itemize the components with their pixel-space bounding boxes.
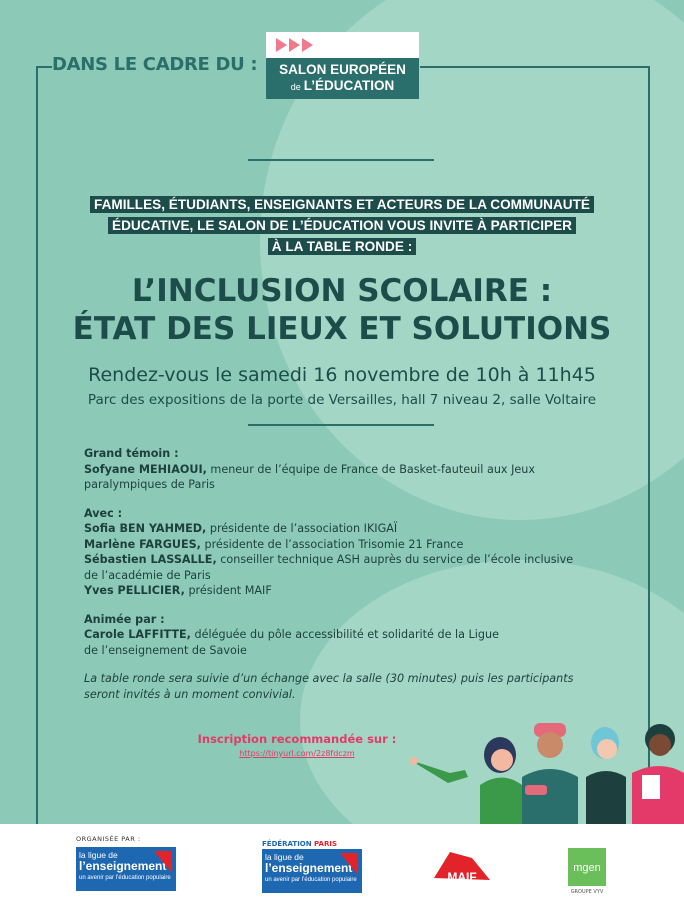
- speaker-entry: [84, 521, 604, 537]
- speaker-name: Yves PELLICIER,: [84, 584, 185, 597]
- flag-icon: [154, 851, 172, 873]
- federation-city: PARIS: [314, 840, 337, 848]
- ligue-logo: [76, 847, 176, 891]
- host-entry: [84, 627, 604, 643]
- ligue-text: un avenir par l’éducation populaire: [79, 875, 171, 881]
- maif-text: MAIF: [447, 870, 477, 884]
- registration-label: Inscription recommandée sur :: [197, 732, 397, 746]
- divider: [248, 424, 434, 426]
- speaker-entry: [84, 583, 604, 599]
- speaker-role: conseiller technique ASH auprès du service de l’école inclusive: [216, 553, 574, 566]
- mgen-text: mgen: [573, 862, 601, 874]
- intro-text: [0, 194, 684, 257]
- event-location: Parc des expositions de la porte de Versailles, hall 7 niveau 2, salle Voltaire: [87, 392, 597, 408]
- salon-name-small: de: [290, 82, 301, 92]
- host-role-cont: de l’enseignement de Savoie: [84, 643, 247, 657]
- speaker-entry: [84, 568, 604, 584]
- speaker-entry: [84, 552, 604, 568]
- salon-name-line2: L’ÉDUCATION: [303, 78, 395, 93]
- salon-name-line1: SALON EUROPÉEN: [279, 62, 406, 77]
- speaker-name: Marlène FARGUES,: [84, 537, 201, 551]
- people-illustration: [410, 715, 684, 825]
- ligue-text: un avenir par l’éducation populaire: [265, 877, 357, 883]
- speaker-role: présidente de l’association Trisomie 21 France: [200, 537, 464, 551]
- registration-link[interactable]: https://tinyurl.com/2z8fdczm: [239, 749, 355, 758]
- ligue-text: la ligue de: [265, 852, 304, 862]
- federation-label: [262, 840, 337, 848]
- witness-role-cont: paralympiques de Paris: [84, 478, 215, 491]
- frame-edge: [36, 66, 52, 68]
- speaker-role: président MAIF: [184, 584, 272, 597]
- organised-by-label: ORGANISÉE PAR :: [76, 835, 141, 843]
- intro-line: À LA TABLE RONDE :: [268, 238, 416, 255]
- witness-name: Sofyane MEHIAOUI,: [84, 462, 207, 476]
- witness-label: Grand témoin :: [84, 447, 179, 460]
- note-line: seront invités à un moment convivial.: [84, 687, 296, 701]
- speakers-label: Avec :: [84, 506, 123, 520]
- frame-edge: [420, 66, 650, 68]
- program-details: [84, 446, 604, 702]
- speaker-entry: [84, 537, 604, 553]
- federation-text: FÉDÉRATION: [262, 840, 312, 848]
- intro-line: ÉDUCATIVE, LE SALON DE L’ÉDUCATION VOUS INVITE À PARTICIPER: [108, 217, 576, 234]
- speaker-name: Sébastien LASSALLE,: [84, 553, 217, 566]
- mgen-logo: [568, 848, 606, 886]
- note-line: La table ronde sera suivie d’un échange avec la salle (30 minutes) puis les participants: [84, 672, 574, 685]
- ligue-text: la ligue de: [79, 850, 118, 860]
- maif-logo: [432, 848, 492, 886]
- divider: [248, 159, 434, 161]
- event-title: [0, 272, 684, 348]
- intro-line: FAMILLES, ÉTUDIANTS, ENSEIGNANTS ET ACTEURS DE LA COMMUNAUTÉ: [90, 196, 594, 213]
- ligue-text: l’enseignement: [265, 861, 353, 875]
- ligue-text: l’enseignement: [79, 859, 167, 873]
- flag-icon: [340, 853, 358, 875]
- event-datetime: Rendez-vous le samedi 16 novembre de 10h à 11h45: [88, 364, 596, 386]
- host-name: Carole LAFFITTE,: [84, 628, 191, 641]
- speaker-name: Sofia BEN YAHMED,: [84, 522, 207, 535]
- ligue-paris-logo: [262, 849, 362, 893]
- witness-role: meneur de l’équipe de France de Basket-fauteuil aux Jeux: [206, 462, 535, 476]
- play-arrows-icon: [266, 32, 419, 58]
- mgen-group-label: GROUPE VYV: [570, 889, 604, 895]
- salon-logo: [266, 32, 419, 99]
- host-role: déléguée du pôle accessibilité et solidarité de la Ligue: [190, 628, 499, 641]
- speaker-role: de l’académie de Paris: [84, 568, 211, 582]
- title-line: L’INCLUSION SCOLAIRE :: [131, 273, 553, 309]
- speaker-role: présidente de l’association IKIGAÏ: [206, 522, 398, 535]
- host-label: Animée par :: [84, 612, 165, 626]
- header-label: DANS LE CADRE DU :: [52, 54, 258, 75]
- title-line: ÉTAT DES LIEUX ET SOLUTIONS: [72, 311, 612, 347]
- witness-entry: [84, 462, 604, 478]
